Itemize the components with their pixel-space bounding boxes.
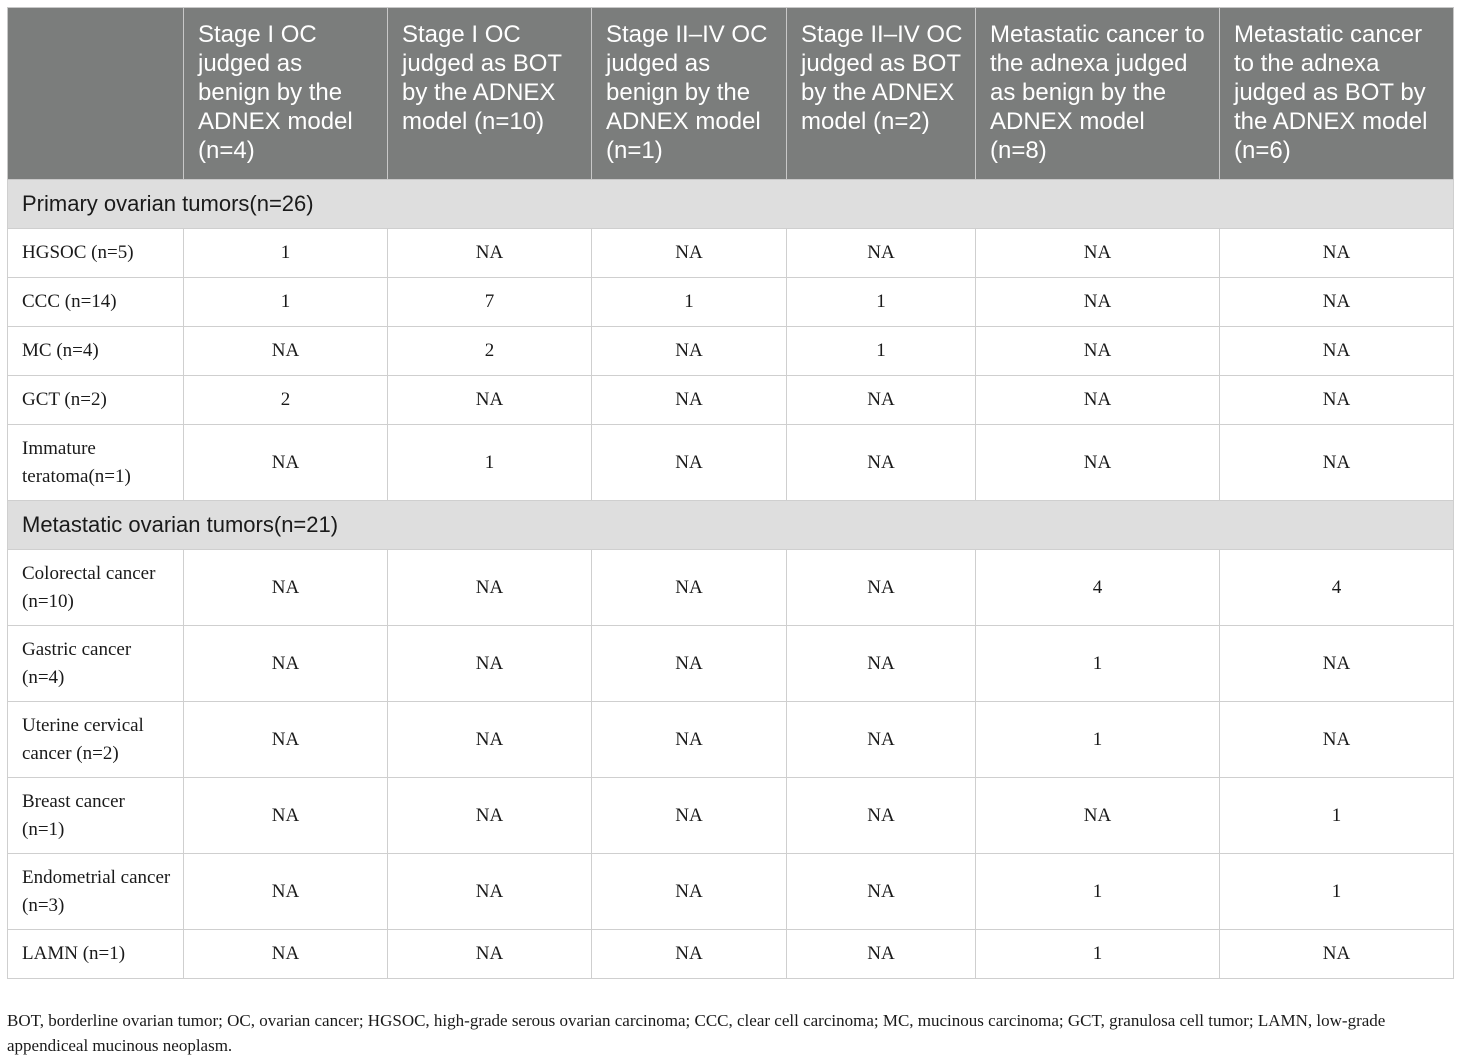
results-table-container xyxy=(7,7,1453,979)
table-row xyxy=(8,376,1454,425)
table-cell: NA xyxy=(592,376,787,425)
table-cell: NA xyxy=(976,778,1220,854)
table-cell: NA xyxy=(592,778,787,854)
table-cell: NA xyxy=(976,425,1220,501)
table-cell: 1 xyxy=(976,854,1220,930)
table-cell: NA xyxy=(388,376,592,425)
table-cell: NA xyxy=(787,550,976,626)
table-row xyxy=(8,626,1454,702)
header-stage1-benign: Stage I OC judged as benign by the ADNEX model (n=4) xyxy=(184,8,388,180)
table-cell: NA xyxy=(976,278,1220,327)
header-metastatic-bot: Metastatic cancer to the adnexa judged as BOT by the ADNEX model (n=6) xyxy=(1220,8,1454,180)
table-cell: 1 xyxy=(976,702,1220,778)
table-cell: NA xyxy=(184,778,388,854)
row-label: Endometrial cancer (n=3) xyxy=(8,854,184,930)
table-cell: NA xyxy=(388,854,592,930)
section-row xyxy=(8,180,1454,229)
table-cell: 1 xyxy=(787,327,976,376)
table-cell: NA xyxy=(787,376,976,425)
table-cell: 1 xyxy=(592,278,787,327)
row-label: LAMN (n=1) xyxy=(8,930,184,979)
table-cell: 1 xyxy=(1220,854,1454,930)
table-cell: NA xyxy=(592,425,787,501)
table-cell: NA xyxy=(184,327,388,376)
table-row xyxy=(8,550,1454,626)
section-title: Primary ovarian tumors(n=26) xyxy=(8,180,1454,229)
results-table xyxy=(7,7,1454,979)
table-cell: NA xyxy=(592,930,787,979)
table-cell: NA xyxy=(592,229,787,278)
table-row xyxy=(8,327,1454,376)
table-cell: NA xyxy=(787,702,976,778)
table-cell: 1 xyxy=(388,425,592,501)
table-cell: 4 xyxy=(976,550,1220,626)
table-cell: 1 xyxy=(184,278,388,327)
header-corner xyxy=(8,8,184,180)
table-cell: NA xyxy=(388,550,592,626)
table-cell: NA xyxy=(787,626,976,702)
table-cell: NA xyxy=(388,778,592,854)
table-cell: NA xyxy=(787,229,976,278)
table-cell: NA xyxy=(388,229,592,278)
table-cell: NA xyxy=(388,702,592,778)
row-label: Uterine cervical cancer (n=2) xyxy=(8,702,184,778)
table-cell: NA xyxy=(976,229,1220,278)
table-cell: NA xyxy=(1220,327,1454,376)
row-label: CCC (n=14) xyxy=(8,278,184,327)
table-cell: NA xyxy=(184,930,388,979)
table-cell: 1 xyxy=(787,278,976,327)
table-row xyxy=(8,702,1454,778)
row-label: Breast cancer (n=1) xyxy=(8,778,184,854)
table-row xyxy=(8,778,1454,854)
table-cell: 1 xyxy=(976,626,1220,702)
table-cell: NA xyxy=(592,854,787,930)
table-cell: NA xyxy=(787,778,976,854)
table-cell: NA xyxy=(184,425,388,501)
table-cell: NA xyxy=(1220,278,1454,327)
table-cell: NA xyxy=(976,327,1220,376)
table-cell: NA xyxy=(184,702,388,778)
table-row xyxy=(8,229,1454,278)
table-cell: NA xyxy=(1220,376,1454,425)
row-label: Immature teratoma(n=1) xyxy=(8,425,184,501)
table-cell: 4 xyxy=(1220,550,1454,626)
header-stage1-bot: Stage I OC judged as BOT by the ADNEX model (n=10) xyxy=(388,8,592,180)
row-label: HGSOC (n=5) xyxy=(8,229,184,278)
section-title: Metastatic ovarian tumors(n=21) xyxy=(8,501,1454,550)
table-cell: NA xyxy=(388,626,592,702)
table-cell: NA xyxy=(976,376,1220,425)
table-cell: 1 xyxy=(184,229,388,278)
table-cell: NA xyxy=(787,854,976,930)
table-cell: NA xyxy=(787,425,976,501)
table-cell: NA xyxy=(1220,702,1454,778)
table-cell: 1 xyxy=(1220,778,1454,854)
table-row xyxy=(8,930,1454,979)
table-cell: 2 xyxy=(388,327,592,376)
header-stage2-4-bot: Stage II–IV OC judged as BOT by the ADNEX model (n=2) xyxy=(787,8,976,180)
table-cell: NA xyxy=(787,930,976,979)
table-footnote: BOT, borderline ovarian tumor; OC, ovarian cancer; HGSOC, high-grade serous ovarian carcinoma; CCC, clear cell carcinoma; MC, mucinous carcinoma; GCT, granulosa cell tumor; LAMN, low-grade appendiceal mucinous neoplasm. xyxy=(7,1011,1386,1055)
table-row xyxy=(8,854,1454,930)
header-metastatic-benign: Metastatic cancer to the adnexa judged as benign by the ADNEX model (n=8) xyxy=(976,8,1220,180)
table-cell: NA xyxy=(184,626,388,702)
table-cell: NA xyxy=(1220,229,1454,278)
table-cell: NA xyxy=(1220,930,1454,979)
header-stage2-4-benign: Stage II–IV OC judged as benign by the ADNEX model (n=1) xyxy=(592,8,787,180)
table-cell: NA xyxy=(388,930,592,979)
section-row xyxy=(8,501,1454,550)
table-cell: NA xyxy=(592,626,787,702)
table-cell: NA xyxy=(184,550,388,626)
row-label: MC (n=4) xyxy=(8,327,184,376)
table-cell: 1 xyxy=(976,930,1220,979)
table-cell: NA xyxy=(592,702,787,778)
table-cell: 2 xyxy=(184,376,388,425)
row-label: GCT (n=2) xyxy=(8,376,184,425)
table-cell: NA xyxy=(592,327,787,376)
table-cell: NA xyxy=(1220,425,1454,501)
table-row xyxy=(8,425,1454,501)
table-cell: NA xyxy=(592,550,787,626)
row-label: Gastric cancer (n=4) xyxy=(8,626,184,702)
row-label: Colorectal cancer (n=10) xyxy=(8,550,184,626)
table-row xyxy=(8,278,1454,327)
table-cell: NA xyxy=(184,854,388,930)
table-cell: NA xyxy=(1220,626,1454,702)
header-row xyxy=(8,8,1454,180)
table-cell: 7 xyxy=(388,278,592,327)
